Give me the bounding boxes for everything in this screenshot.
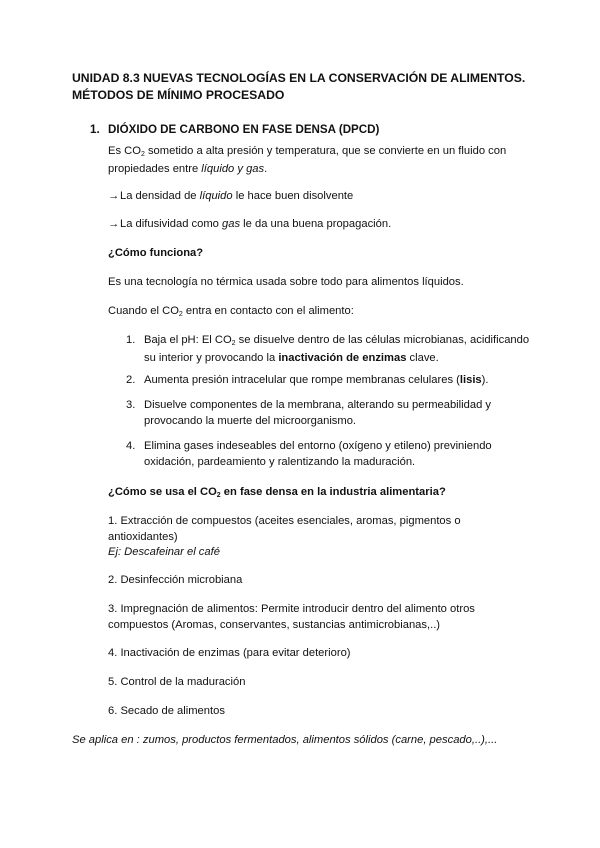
density-line <box>108 188 528 204</box>
text-span: La difusividad como <box>120 218 222 230</box>
text-span: en fase densa en la industria alimentaria? <box>220 486 446 498</box>
use-item-3: 3. Impregnación de alimentos: Permite introducir dentro del alimento otros compuestos (Aromas, conservantes, sustancias antimicrobianas,..) <box>108 603 475 631</box>
italic-term: gas <box>222 218 241 230</box>
subscript: 2 <box>178 311 183 318</box>
arrow-icon: → <box>108 190 120 202</box>
como-se-usa-heading <box>108 484 528 502</box>
text-span: clave. <box>406 352 439 364</box>
text-span: le da una buena propagación. <box>240 218 392 230</box>
list-item-text <box>144 332 534 366</box>
title-line-1: UNIDAD 8.3 NUEVAS TECNOLOGÍAS EN LA CONSERVACIÓN DE ALIMENTOS. <box>72 71 526 85</box>
section-title: DIÓXIDO DE CARBONO EN FASE DENSA (DPCD) <box>108 123 380 136</box>
list-number: 3. <box>126 399 136 411</box>
use-item-1-example: Ej: Descafeinar el café <box>108 546 220 558</box>
como-funciona-paragraph: Es una tecnología no térmica usada sobre todo para alimentos líquidos. <box>108 276 464 288</box>
use-item-2: 2. Desinfección microbiana <box>108 574 243 586</box>
text-span: Aumenta presión intracelular que rompe membranas celulares ( <box>144 374 460 386</box>
subscript: 2 <box>231 340 236 347</box>
subscript: 2 <box>140 151 145 158</box>
list-number: 1. <box>126 334 136 346</box>
text-span: sometido a alta presión y temperatura, que se convierte en un fluido con propiedades entre <box>108 145 507 175</box>
list-item-text <box>144 372 534 388</box>
bold-term: lisis <box>459 374 482 386</box>
title-line-2: MÉTODOS DE MÍNIMO PROCESADO <box>72 88 285 102</box>
applications-footer: Se aplica en : zumos, productos fermentados, alimentos sólidos (carne, pescado,..),... <box>72 734 498 746</box>
use-item-4: 4. Inactivación de enzimas (para evitar deterioro) <box>108 647 351 659</box>
text-span: . <box>264 163 268 175</box>
list-number: 4. <box>126 440 136 452</box>
text-span: Es CO <box>108 145 141 157</box>
text-span: Cuando el CO <box>108 305 179 317</box>
como-funciona-heading: ¿Cómo funciona? <box>108 247 204 259</box>
contact-paragraph <box>108 303 528 321</box>
page-title <box>72 70 542 104</box>
bold-term: inactivación de enzimas <box>278 352 407 364</box>
list-number: 2. <box>126 374 136 386</box>
text-span: ¿Cómo se usa el CO <box>108 486 217 498</box>
arrow-icon: → <box>108 218 120 230</box>
list-item-text: Disuelve componentes de la membrana, alterando su permeabilidad y provocando la muerte del microorganismo. <box>144 399 492 427</box>
use-item-1: 1. Extracción de compuestos (aceites esenciales, aromas, pigmentos o antioxidantes) <box>108 515 461 543</box>
list-item-text: Elimina gases indeseables del entorno (oxígeno y etileno) previniendo oxidación, pardeamiento y ralentizando la maduración. <box>144 440 492 468</box>
text-span: La densidad de <box>120 190 200 202</box>
italic-term: líquido <box>199 190 233 202</box>
diffusivity-line <box>108 216 528 232</box>
text-span: entra en contacto con el alimento: <box>182 305 354 317</box>
text-span: ). <box>481 374 489 386</box>
text-span: Baja el pH: El CO <box>144 334 232 346</box>
section-number: 1. <box>90 123 100 136</box>
text-span: se disuelve dentro de las células microbianas, acidificando su interior y provocando la <box>144 334 530 364</box>
use-item-6: 6. Secado de alimentos <box>108 705 225 717</box>
text-span: le hace buen disolvente <box>232 190 354 202</box>
subscript: 2 <box>216 492 221 499</box>
section-heading <box>90 122 379 138</box>
use-item-5: 5. Control de la maduración <box>108 676 246 688</box>
intro-paragraph <box>108 143 528 177</box>
italic-term: líquido y gas <box>201 163 265 175</box>
